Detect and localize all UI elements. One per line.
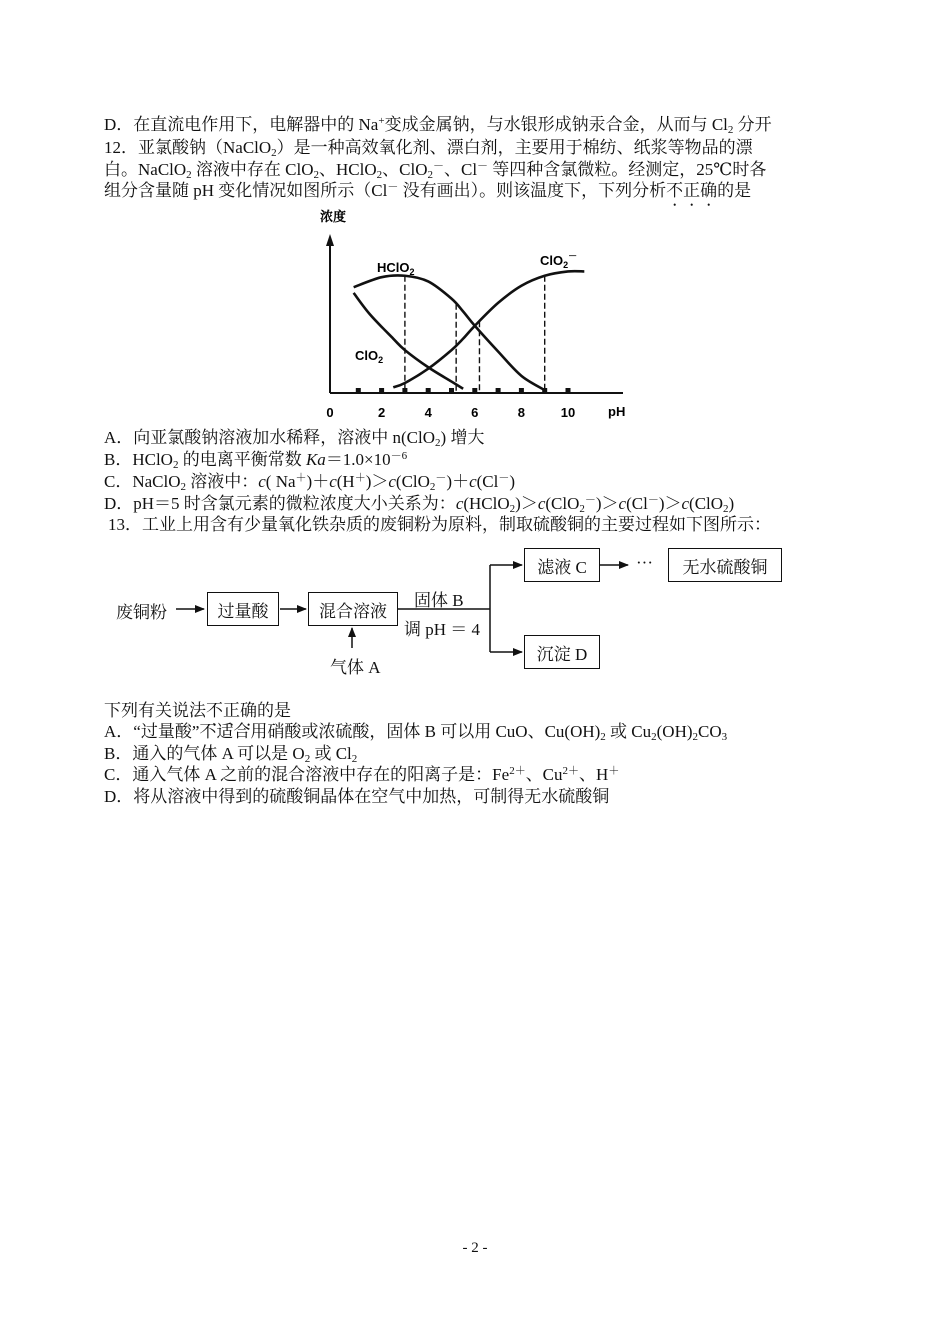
x-tick-mark [472,388,477,393]
q13-option-c: C．通入气体 A 之前的混合溶液中存在的阳离子是：$Fe^{2+}$、$Cu^{2+}$、H＋ [104,765,620,784]
x-tick-mark [379,388,384,393]
q12-option-a: A．向亚氯酸钠溶液加水稀释，溶液中 n(ClO$_2$) 增大 [104,428,485,449]
series-label-clo2-minus: ClO$_2$－ [540,251,578,270]
flow-gas-label: 气体 A [330,658,381,677]
x-tick-mark [426,388,431,393]
page-number: - 2 - [462,1240,488,1256]
q12-stem-line1: 12．亚氯酸钠（NaClO$_2$）是一种高效氧化剂、漂白剂，主要用于棉纺、纸浆等物品的漂 [104,138,753,159]
q13-option-a: A．“过量酸”不适合用硝酸或浓硫酸，固体 B 可以用 CuO、$Cu(OH)_2$ 或 $Cu_2(OH)_2CO_3$ [104,722,728,743]
flow-ellipsis: ··· [636,553,653,572]
q12-option-c: C．NaClO$_2$ 溶液中：c( Na＋)＋c(H＋)＞c(ClO$_2$－)＋c(Cl－) [104,472,516,493]
x-tick-mark [449,388,454,393]
flow-start-label: 废铜粉 [116,603,167,622]
y-axis-label: 浓度 [320,209,347,224]
curve-clo2 [354,293,464,389]
q12-stem-line2: 白。NaClO$_2$ 溶液中存在 ClO$_2$、HClO$_2$、ClO$_2$－、Cl－ 等四种含氯微粒。经测定，25℃时各 [104,160,767,181]
q11-option-d: D．在直流电作用下，电解器中的 Na+变成金属钠，与水银形成钠汞合金，从而与 $Cl_2$ 分开 [104,115,772,136]
flow-box-filtrate: 滤液 C [524,548,600,582]
q12-stem-line3: 组分含量随 pH 变化情况如图所示（Cl－ 没有画出）。则该温度下，下列分析不正确的是 [104,181,752,200]
q12-option-d: D．pH＝5 时含氯元素的微粒浓度大小关系为：c(HClO$_2$)＞c(ClO$_2$－)＞c(Cl－)＞c(ClO$_2$) [104,494,735,515]
x-tick-mark [496,388,501,393]
concentration-ph-chart [310,200,640,426]
x-axis-label: pH [608,404,626,419]
flow-solid-label: 固体 B [414,591,464,610]
flow-ph-label: 调 pH ＝ 4 [404,620,481,639]
q13-question: 下列有关说法不正确的是 [104,701,291,720]
x-tick-label: 6 [471,405,479,420]
x-tick-label: 4 [424,405,432,420]
q12-option-b: B．HClO$_2$ 的电离平衡常数 $Ka=1.0\times 10^{-6}$ [104,450,408,471]
x-tick-mark [542,388,547,393]
x-tick-mark [519,388,524,393]
q13-option-b: B．通入的气体 A 可以是 $O_2$ 或 $Cl_2$ [104,744,358,765]
x-tick-mark [402,388,407,393]
flow-box-precipitate: 沉淀 D [524,635,600,669]
flow-box-mixed-solution: 混合溶液 [308,592,398,626]
q13-option-d: D．将从溶液中得到的硫酸铜晶体在空气中加热，可制得无水硫酸铜 [104,787,610,806]
x-tick-label: 2 [377,405,386,420]
q13-stem: 13．工业上用含有少量氧化铁杂质的废铜粉为原料，制取硫酸铜的主要过程如下图所示： [108,515,771,534]
curve-hclo2 [354,275,545,390]
x-tick-label: 8 [517,405,526,420]
flow-box-product: 无水硫酸铜 [668,548,782,582]
x-tick-mark [566,388,571,393]
x-tick-mark [356,388,361,393]
x-tick-label: 10 [560,405,576,420]
flow-box-excess-acid: 过量酸 [207,592,279,626]
emphasis-not-correct-13: 不正确 [206,701,257,720]
series-label-hclo2: HClO$_2$ [377,260,415,277]
y-axis-arrow [326,234,334,246]
series-label-clo2: ClO$_2$ [355,348,384,365]
x-tick-label: 0 [326,405,334,420]
emphasis-not-correct: 不正确 [666,181,718,200]
curve-clo2-minus [393,271,584,387]
